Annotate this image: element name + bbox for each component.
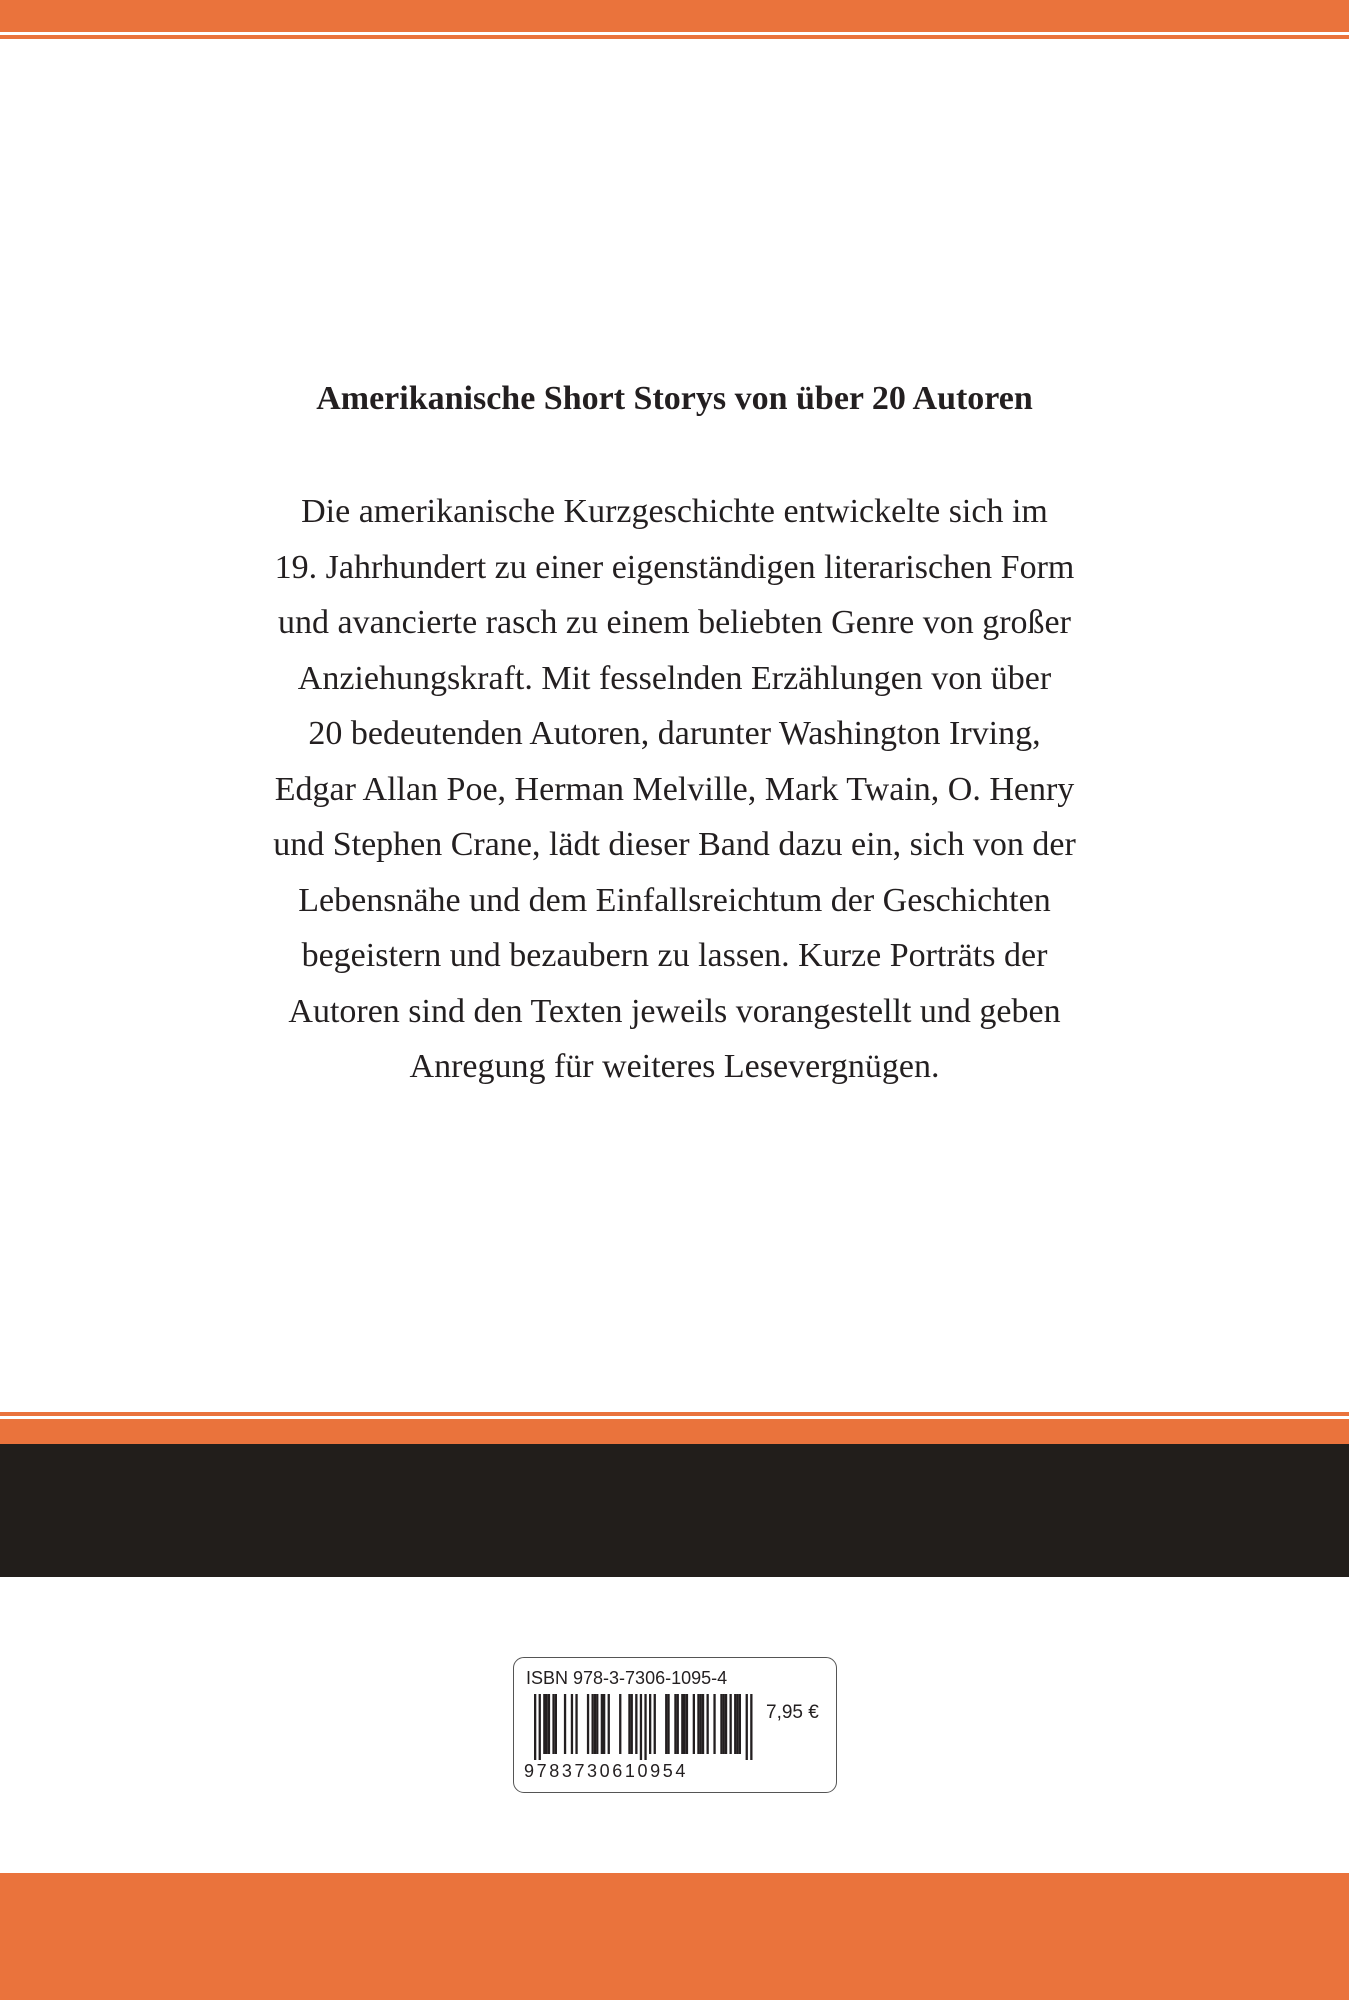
barcode-bar [713, 1694, 715, 1754]
barcode-bar [649, 1694, 651, 1754]
barcode-bar [592, 1694, 594, 1754]
blurb-line: begeistern und bezaubern zu lassen. Kurze Porträts der [301, 937, 1048, 974]
blurb-line: Anregung für weiteres Lesevergnügen. [409, 1048, 940, 1085]
barcode-bar [667, 1694, 669, 1754]
barcode-bar [677, 1694, 679, 1754]
barcode-bar [571, 1694, 573, 1754]
blurb-line: Die amerikanische Kurzgeschichte entwickelte sich im [301, 493, 1048, 530]
barcode-bar [575, 1694, 577, 1754]
barcode-bar [552, 1694, 554, 1754]
barcode-bar [631, 1694, 633, 1754]
barcode-bar [693, 1694, 695, 1754]
barcode-bar [603, 1694, 605, 1754]
middle-orange-band [0, 1419, 1349, 1444]
middle-orange-line [0, 1412, 1349, 1416]
barcode-icon [524, 1694, 758, 1760]
barcode-bar [543, 1694, 545, 1754]
price-text: 7,95 € [766, 1702, 819, 1723]
barcode-bar [546, 1694, 548, 1754]
barcode-bar [681, 1694, 683, 1754]
blurb-line: Anziehungskraft. Mit fesselnden Erzählungen von über [297, 659, 1052, 697]
barcode-bar [635, 1694, 637, 1754]
barcode-bar [750, 1694, 752, 1760]
barcode-bar [723, 1694, 725, 1754]
bottom-orange-band [0, 1873, 1349, 2000]
barcode-bar [539, 1694, 541, 1760]
barcode-bar [730, 1694, 732, 1754]
barcode-bar [601, 1694, 603, 1754]
barcode-bar [720, 1694, 722, 1754]
blurb-body [0, 484, 1349, 1095]
blurb-line: Lebensnähe und dem Einfallsreichtum der Geschichten [298, 881, 1051, 919]
barcode-bar [619, 1694, 621, 1754]
top-orange-band [0, 0, 1349, 32]
barcode-bar [736, 1694, 738, 1754]
blurb-line: und Stephen Crane, lädt dieser Band dazu ein, sich von der [273, 826, 1076, 863]
blurb-line: Edgar Allan Poe, Herman Melville, Mark Twain, O. Henry [274, 770, 1075, 808]
blurb-line: 20 bedeutenden Autoren, darunter Washington Irving, [308, 715, 1041, 752]
barcode-label [513, 1657, 837, 1793]
barcode-bar [654, 1694, 656, 1754]
blurb-title: Amerikanische Short Storys von über 20 Autoren [316, 380, 1033, 417]
barcode-bar [707, 1694, 709, 1754]
barcode-bar [555, 1694, 557, 1754]
barcode-bar [697, 1694, 699, 1754]
barcode-bar [628, 1694, 630, 1754]
dark-band [0, 1444, 1349, 1577]
barcode-bar [644, 1694, 646, 1760]
blurb-line: und avancierte rasch zu einem beliebten Genre von großer [278, 604, 1071, 641]
barcode-bar [596, 1694, 598, 1754]
barcode-digits: 9783730610954 [524, 1761, 688, 1781]
barcode-bar [608, 1694, 610, 1754]
barcode-bar [674, 1694, 676, 1754]
barcode-bar [739, 1694, 741, 1754]
blurb-line: Autoren sind den Texten jeweils vorangestellt und geben [288, 992, 1061, 1030]
barcode-bar [548, 1694, 550, 1754]
barcode-bar [587, 1694, 589, 1754]
barcode-bar [702, 1694, 704, 1754]
barcode-bar [534, 1694, 536, 1760]
isbn-text: ISBN 978-3-7306-1095-4 [526, 1668, 728, 1688]
barcode-bar [594, 1694, 596, 1754]
top-orange-line [0, 35, 1349, 39]
barcode-bar [746, 1694, 748, 1760]
barcode-bar [725, 1694, 727, 1754]
barcode-bar [665, 1694, 667, 1754]
barcode-bar [564, 1694, 566, 1754]
barcode-bar [700, 1694, 702, 1754]
barcode-bar [684, 1694, 686, 1754]
barcode-bar [640, 1694, 642, 1760]
barcode-bar [686, 1694, 688, 1754]
barcode-bar [734, 1694, 736, 1754]
blurb-line: 19. Jahrhundert zu einer eigenständigen literarischen Form [274, 548, 1075, 586]
